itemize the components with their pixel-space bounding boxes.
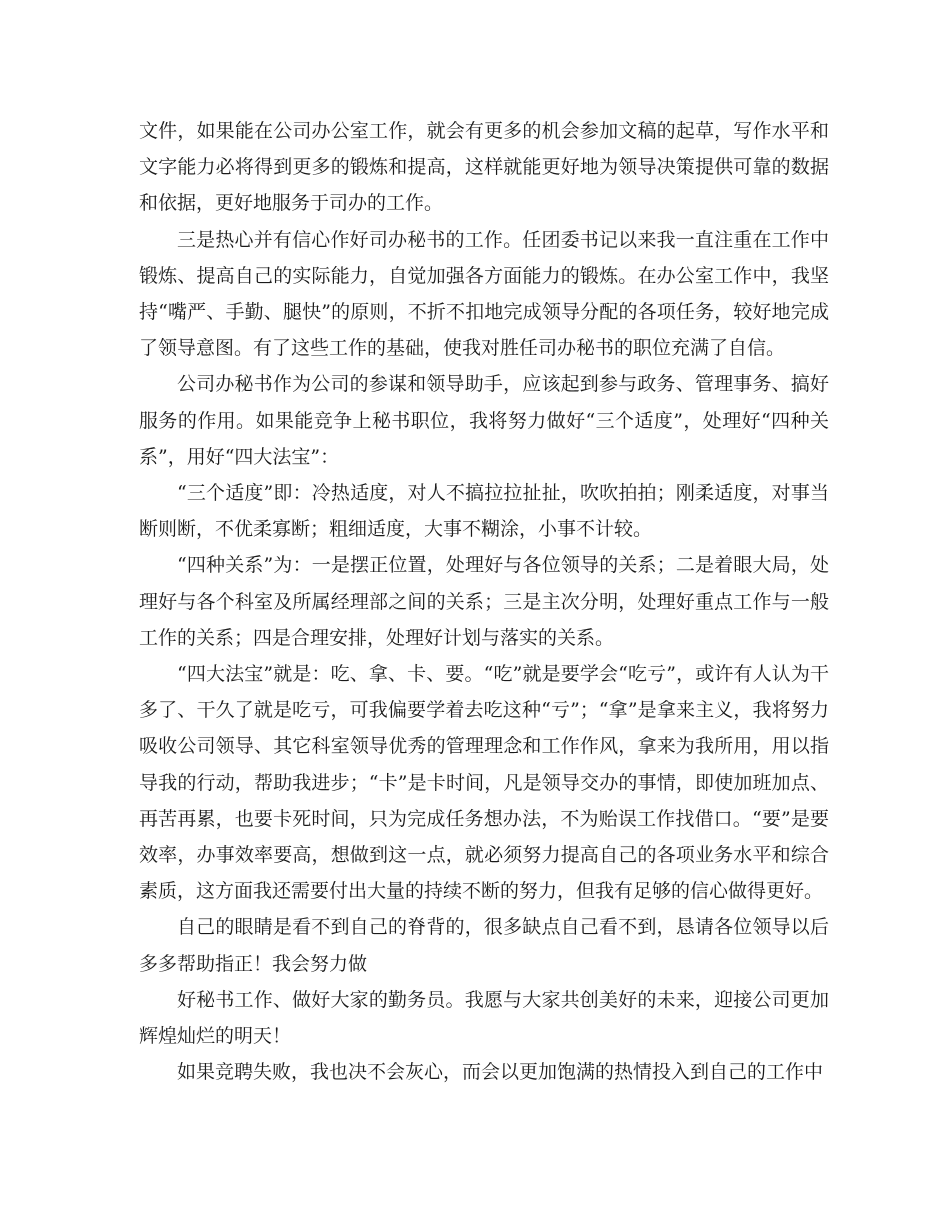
paragraph: 公司办秘书作为公司的参谋和领导助手，应该起到参与政务、管理事务、搞好服务的作用。如果能竞争上秘书职位，我将努力做好“三个适度”，处理好“四种关系”，用好“四大法宝”： (139, 373, 829, 468)
paragraph: “四大法宝”就是：吃、拿、卡、要。“吃”就是要学会“吃亏”，或许有人认为干多了、干久了就是吃亏，可我偏要学着去吃这种“亏”；“拿”是拿来主义，我将努力吸收公司领导、其它科室领导优秀的管理理念和工作作风，拿来为我所用，用以指导我的行动，帮助我进步；“卡”是卡时间，凡是领导交办的事情，即使加班加点、再苦再累，也要卡死时间，只为完成任务想办法，不为贻误工作找借口。“要”是要效率，办事效率要高，想做到这一点，就必须努力提高自己的各项业务水平和综合素质，这方面我还需要付出大量的持续不断的努力，但我有足够的信心做得更好。 (139, 663, 829, 903)
paragraph: 自己的眼睛是看不到自己的脊背的，很多缺点自己看不到，恳请各位领导以后多多帮助指正！我会努力做 (139, 916, 829, 975)
paragraph: 好秘书工作、做好大家的勤务员。我愿与大家共创美好的未来，迎接公司更加辉煌灿烂的明天！ (139, 988, 829, 1048)
paragraph: 如果竞聘失败，我也决不会灰心，而会以更加饱满的热情投入到自己的工作中 (177, 1061, 824, 1084)
paragraph: “三个适度”即：冷热适度，对人不搞拉拉扯扯，吹吹拍拍；刚柔适度，对事当断则断，不优柔寡断；粗细适度，大事不糊涂，小事不计较。 (139, 482, 829, 541)
paragraph: 文件，如果能在公司办公室工作，就会有更多的机会参加文稿的起草，写作水平和文字能力必将得到更多的锻炼和提高，这样就能更好地为领导决策提供可靠的数据和依据，更好地服务于司办的工作。 (139, 120, 829, 215)
document-body (139, 113, 829, 1090)
paragraph: 三是热心并有信心作好司办秘书的工作。任团委书记以来我一直注重在工作中锻炼、提高自己的实际能力，自觉加强各方面能力的锻炼。在办公室工作中，我坚持“嘴严、手勤、腿快”的原则，不折不扣地完成领导分配的各项任务，较好地完成了领导意图。有了这些工作的基础，使我对胜任司办秘书的职位充满了自信。 (139, 228, 829, 360)
paragraph: “四种关系”为：一是摆正位置，处理好与各位领导的关系；二是着眼大局，处理好与各个科室及所属经理部之间的关系；三是主次分明，处理好重点工作与一般工作的关系；四是合理安排，处理好计划与落实的关系。 (139, 554, 829, 649)
